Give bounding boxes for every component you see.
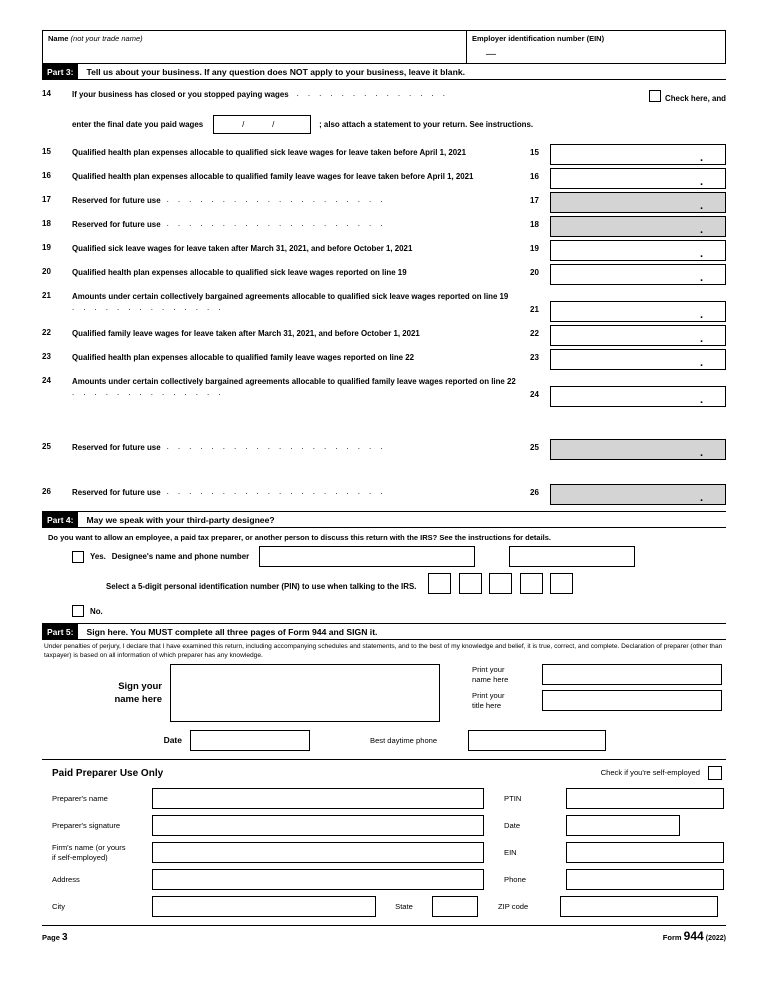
preparer-signature-row: [42, 815, 726, 836]
print-title-input[interactable]: [542, 690, 722, 711]
preparer-phone-input[interactable]: [566, 869, 724, 890]
business-closed-checkbox[interactable]: [649, 90, 661, 102]
preparer-date-input[interactable]: [566, 815, 680, 836]
part3-title: Tell us about your business. If any question does NOT apply to your business, leave it blank.: [86, 66, 465, 77]
line-18-text: Reserved for future use: [72, 220, 161, 229]
print-title-label-1: Print your: [472, 691, 505, 701]
line-26-number: 26: [42, 487, 51, 496]
preparer-name-input[interactable]: [152, 788, 484, 809]
preparer-city-input[interactable]: [152, 896, 376, 917]
name-label: Name: [48, 34, 69, 43]
form-page: [42, 30, 726, 943]
line-20-amount[interactable]: .: [550, 264, 726, 285]
part3-bar: [42, 63, 726, 80]
paid-preparer-section: [42, 759, 726, 917]
preparer-address-label: Address: [52, 874, 80, 884]
line-19-amount[interactable]: .: [550, 240, 726, 261]
form-header: [42, 30, 726, 63]
print-title-label-2: title here: [472, 700, 502, 710]
preparer-state-input[interactable]: [432, 896, 478, 917]
daytime-phone-label: Best daytime phone: [370, 735, 438, 745]
page-footer: [42, 925, 726, 943]
line-24-textwrap: [72, 373, 530, 397]
preparer-signature-label: Preparer's signature: [52, 820, 121, 830]
line-25-boxnum: 25: [530, 443, 539, 452]
line-26-leaders: . . . . . . . . . . . . . . . . . . . .: [166, 487, 386, 496]
firm-name-label-1: Firm's name (or yours: [52, 843, 126, 853]
firm-name-label: [42, 843, 152, 862]
firm-ein-input[interactable]: [566, 842, 724, 863]
date-slash-2: /: [272, 120, 275, 129]
ein-field-cell[interactable]: [467, 31, 725, 63]
line-14-check-label: Check here, and: [665, 94, 726, 103]
designee-yes-checkbox[interactable]: [72, 551, 84, 563]
sign-date-input[interactable]: [190, 730, 310, 751]
ptin-input[interactable]: [566, 788, 724, 809]
line-18: [42, 216, 726, 237]
part4-title: May we speak with your third-party designee?: [86, 514, 275, 525]
self-employed-group[interactable]: [601, 766, 722, 780]
line-22-amount[interactable]: .: [550, 325, 726, 346]
ein-label: Employer identification number (EIN): [472, 34, 605, 43]
line-20-boxnum: 20: [530, 268, 539, 277]
line-20-text: Qualified health plan expenses allocable to qualified sick leave wages reported on line 19: [72, 268, 407, 277]
line-15-amount[interactable]: .: [550, 144, 726, 165]
line-21-boxnum: 21: [530, 305, 539, 314]
preparer-name-label: Preparer's name: [52, 793, 108, 803]
line-25: [42, 439, 726, 460]
daytime-phone-input[interactable]: [468, 730, 606, 751]
line-26: [42, 484, 726, 505]
part5-bar: [42, 623, 726, 640]
line-14-spacer: [42, 123, 72, 126]
pin-digit-group[interactable]: [428, 573, 576, 599]
line-15-boxnum: 15: [530, 148, 539, 157]
preparer-zip-label: ZIP code: [498, 901, 529, 911]
ein-value[interactable]: —: [486, 49, 497, 60]
line-17-number: 17: [42, 195, 51, 204]
line-14-row1: [42, 86, 726, 106]
designee-name-input[interactable]: [259, 546, 475, 567]
line-23-boxnum: 23: [530, 353, 539, 362]
line-16-number: 16: [42, 171, 51, 180]
preparer-state-label: State: [395, 901, 413, 911]
part5-title: Sign here. You MUST complete all three pages of Form 944 and SIGN it.: [86, 626, 378, 637]
designee-phone-input[interactable]: [509, 546, 635, 567]
sign-date-label: Date: [163, 735, 182, 746]
form-identifier: [663, 929, 726, 943]
line-24-boxnum: 24: [530, 390, 539, 399]
preparer-phone-label: Phone: [504, 874, 526, 884]
date-slash-1: /: [242, 120, 245, 129]
pin-digit-2[interactable]: [459, 573, 482, 594]
line-18-number: 18: [42, 219, 51, 228]
line-17-amount: .: [550, 192, 726, 213]
page-indicator: [42, 932, 68, 943]
name-hint: (not your trade name): [70, 34, 143, 43]
line-14-row2: [42, 106, 726, 134]
line-16: [42, 168, 726, 189]
part3-tag: Part 3:: [42, 64, 78, 79]
line-23-number: 23: [42, 352, 51, 361]
line-23: [42, 349, 726, 370]
self-employed-label: Check if you're self-employed: [600, 768, 700, 778]
line-16-amount[interactable]: .: [550, 168, 726, 189]
preparer-zip-input[interactable]: [560, 896, 718, 917]
print-name-input[interactable]: [542, 664, 722, 685]
line-20-number: 20: [42, 267, 51, 276]
part4-bar: [42, 511, 726, 528]
line-21-text: Amounts under certain collectively bargained agreements allocable to qualified sick leave wages reported on line 19: [72, 292, 509, 301]
line-18-leaders: . . . . . . . . . . . . . . . . . . . .: [166, 219, 386, 228]
line-15-number: 15: [42, 147, 51, 156]
firm-name-input[interactable]: [152, 842, 484, 863]
line-26-text: Reserved for future use: [72, 488, 161, 497]
sign-left: [42, 664, 472, 722]
line-22-text: Qualified family leave wages for leave taken after March 31, 2021, and before October 1, 2021: [72, 329, 420, 338]
line-24-amount[interactable]: .: [550, 386, 726, 407]
line-19-text: Qualified sick leave wages for leave taken after March 31, 2021, and before October 1, 2021: [72, 244, 413, 253]
sign-name-label-1: Sign your: [118, 681, 162, 693]
firm-name-label-2: if self-employed): [52, 852, 108, 862]
line-25-amount: .: [550, 439, 726, 460]
line-14-text3: ; also attach a statement to your return. See instructions.: [319, 119, 534, 129]
line-23-text: Qualified health plan expenses allocable to qualified family leave wages reported on line 22: [72, 353, 415, 362]
print-name-row: [472, 664, 726, 685]
line-14: [42, 80, 726, 134]
firm-name-row: [42, 842, 726, 863]
page-number: 3: [62, 932, 68, 944]
form-year: (2022): [705, 935, 726, 943]
print-name-label-1: Print your: [472, 665, 505, 675]
preparer-city-row: [42, 896, 726, 917]
firm-ein-label: EIN: [504, 847, 517, 857]
line-14-check-group[interactable]: [649, 86, 726, 106]
designee-yes-label: Yes.: [90, 552, 106, 561]
line-26-boxnum: 26: [530, 488, 539, 497]
preparer-signature-input[interactable]: [152, 815, 484, 836]
line-24: [42, 373, 726, 407]
designee-pin-row: [42, 573, 726, 599]
name-field-cell[interactable]: [43, 31, 467, 63]
preparer-name-row: [42, 788, 726, 809]
pin-digit-1[interactable]: [428, 573, 451, 594]
line-16-boxnum: 16: [530, 172, 539, 181]
form-label: Form: [662, 933, 682, 943]
line-14-leaders: . . . . . . . . . . . . . .: [296, 89, 449, 98]
part4-question: Do you want to allow an employee, a paid tax preparer, or another person to discuss this return with the IRS? See the instructions for details.: [48, 533, 552, 542]
line-16-text: Qualified health plan expenses allocable to qualified family leave wages for leave taken before April 1, 2021: [72, 172, 474, 181]
print-title-row: [472, 690, 726, 711]
line-17-text: Reserved for future use: [72, 196, 161, 205]
sign-date-row: [42, 730, 726, 751]
line-17-boxnum: 17: [530, 196, 539, 205]
line-19-number: 19: [42, 243, 51, 252]
part4-body: [42, 528, 726, 623]
line-25-text: Reserved for future use: [72, 443, 161, 452]
pin-digit-4[interactable]: [520, 573, 543, 594]
line-20: [42, 264, 726, 285]
part3-lines: [42, 144, 726, 505]
line-25-number: 25: [42, 442, 51, 451]
sign-name-label: [42, 680, 170, 706]
line-24-leaders: . . . . . . . . . . . . . .: [72, 387, 224, 397]
line-14-number: 14: [42, 89, 51, 98]
preparer-address-row: [42, 869, 726, 890]
page-label: Page: [42, 933, 60, 943]
line-23-amount[interactable]: .: [550, 349, 726, 370]
line-18-amount: .: [550, 216, 726, 237]
print-title-label: [472, 691, 542, 710]
line-15: [42, 144, 726, 165]
name-value[interactable]: [48, 43, 461, 55]
sign-name-label-2: name here: [114, 694, 162, 706]
line-14-text: If your business has closed or you stopped paying wages: [72, 90, 289, 99]
sign-right: [472, 664, 726, 722]
self-employed-checkbox[interactable]: [708, 766, 722, 780]
designee-no-checkbox[interactable]: [72, 605, 84, 617]
preparer-city-label: City: [52, 901, 66, 911]
preparer-address-input[interactable]: [152, 869, 484, 890]
part4-tag: Part 4:: [42, 512, 78, 527]
paid-preparer-title: Paid Preparer Use Only: [52, 767, 164, 779]
print-name-label: [472, 665, 542, 684]
perjury-statement: Under penalties of perjury, I declare that I have examined this return, including accompanying schedules and statements, and to the best of my knowledge and belief, it is true, correct, and complete. Declaration of preparer (other than taxpayer) is based on all information of which preparer has any knowledge.: [44, 643, 723, 659]
pin-digit-3[interactable]: [489, 573, 512, 594]
designee-no-label: No.: [90, 606, 103, 616]
designee-pin-label: Select a 5-digit personal identification number (PIN) to use when talking to the IRS.: [106, 581, 417, 591]
part5-tag: Part 5:: [42, 624, 78, 639]
print-name-label-2: name here: [472, 674, 509, 684]
line-21-textwrap: [72, 288, 530, 312]
line-26-amount: .: [550, 484, 726, 505]
line-21: [42, 288, 726, 322]
signature-block: [42, 664, 726, 722]
ptin-label: PTIN: [504, 793, 522, 803]
line-19-boxnum: 19: [530, 244, 539, 253]
line-17: [42, 192, 726, 213]
line-22-number: 22: [42, 328, 51, 337]
line-21-number: 21: [42, 291, 51, 300]
line-17-leaders: . . . . . . . . . . . . . . . . . . . .: [166, 195, 386, 204]
designee-yes-row: [42, 546, 726, 567]
line-24-text: Amounts under certain collectively bargained agreements allocable to qualified family leave wages reported on line 22: [72, 377, 516, 386]
final-date-input[interactable]: [213, 115, 311, 134]
designee-name-label: Designee's name and phone number: [111, 552, 250, 561]
line-14-text2: enter the final date you paid wages: [72, 119, 204, 129]
part5-body: [42, 640, 726, 751]
line-21-amount[interactable]: .: [550, 301, 726, 322]
line-22: [42, 325, 726, 346]
designee-no-row: [42, 605, 726, 623]
line-22-boxnum: 22: [530, 329, 539, 338]
line-18-boxnum: 18: [530, 220, 539, 229]
paid-preparer-header: [42, 766, 726, 788]
line-25-leaders: . . . . . . . . . . . . . . . . . . . .: [166, 442, 386, 451]
line-21-leaders: . . . . . . . . . . . . . .: [72, 302, 224, 312]
form-number: 944: [683, 929, 704, 944]
signature-input[interactable]: [170, 664, 440, 722]
preparer-date-label: Date: [504, 820, 521, 830]
line-19: [42, 240, 726, 261]
line-15-text: Qualified health plan expenses allocable to qualified sick leave wages for leave taken before April 1, 2021: [72, 148, 466, 157]
line-24-number: 24: [42, 376, 51, 385]
final-date-group[interactable]: [203, 115, 311, 134]
pin-digit-5[interactable]: [550, 573, 573, 594]
